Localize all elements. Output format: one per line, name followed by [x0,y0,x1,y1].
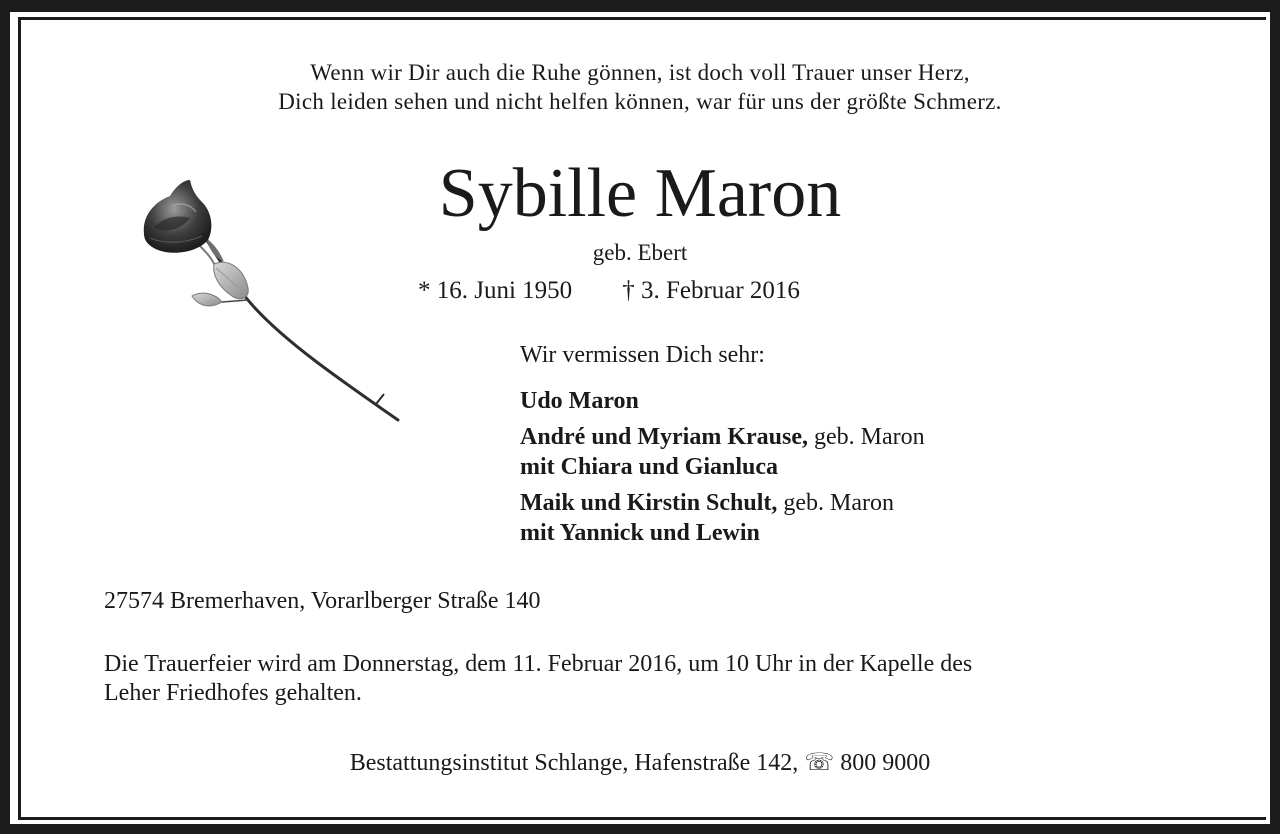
mourner-group [520,488,925,548]
funeral-home: Bestattungsinstitut Schlange, Hafenstraße 142, ☏ 800 9000 [349,750,931,776]
ceremony-line-2: Leher Friedhofes gehalten. [104,680,362,706]
poem-line-2: Dich leiden sehen und nicht helfen können, war für uns der größte Schmerz. [278,89,1002,114]
mourners-block [520,340,925,554]
family-address: 27574 Bremerhaven, Vorarlberger Straße 140 [104,588,541,614]
mourner-line [520,488,925,518]
mourner-group [520,422,925,482]
mourners-intro: Wir vermissen Dich sehr: [520,342,765,368]
poem-line-1: Wenn wir Dir auch die Ruhe gönnen, ist doch voll Trauer unser Herz, [310,60,970,85]
mourner-names: Maik und Kirstin Schult, [520,490,778,516]
rose-icon [136,172,408,428]
inner-rule-left [18,17,21,820]
life-dates [418,276,800,306]
mourner-children: mit Chiara und Gianluca [520,454,779,480]
poem [0,58,1280,116]
ceremony-notice [104,650,1204,708]
mourner-line [520,422,925,452]
mourner-children: mit Yannick und Lewin [520,520,760,546]
inner-rule-top [18,17,1266,20]
ceremony-line-1: Die Trauerfeier wird am Donnerstag, dem 11. Februar 2016, um 10 Uhr in der Kapelle des [104,651,973,677]
maiden-name: geb. Ebert [592,240,688,265]
death-date: † 3. Februar 2016 [622,277,800,304]
mourner-names: Udo Maron [520,388,639,414]
mourner-maiden-name: geb. Maron [808,424,925,450]
birth-date: * 16. Juni 1950 [418,277,573,304]
deceased-name: Sybille Maron [438,155,842,232]
inner-rule-bottom [18,817,1266,820]
mourner-group [520,386,925,416]
mourner-line [520,386,925,416]
mourner-maiden-name: geb. Maron [777,490,895,516]
mourner-names: André und Myriam Krause, [520,424,808,450]
